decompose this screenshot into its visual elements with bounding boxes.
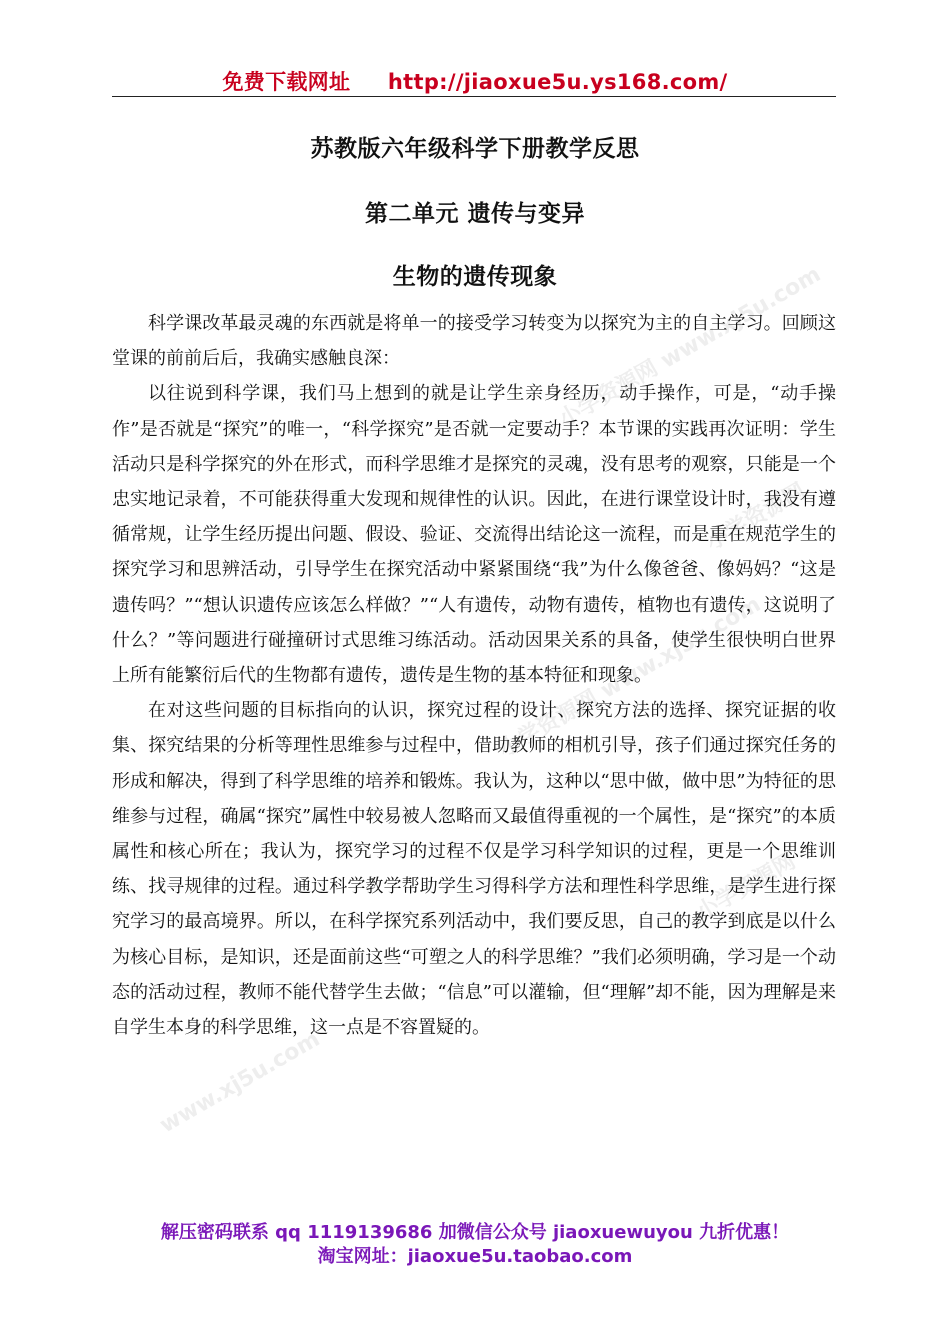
watermark-logo: 小学资源网 [692,848,800,926]
download-header [0,66,950,96]
header-url-link[interactable]: http://jiaoxue5u.ys168.com/ [387,70,728,94]
reflection-body [112,306,836,1045]
watermark-logo: www.xj5u.com [155,1026,325,1139]
lesson-title: 生物的遗传现象 [392,264,558,290]
footer-contact: 解压密码联系 qq 1119139686 加微信公众号 jiaoxuewuyou 九折优惠！ [160,1222,790,1243]
watermark-logo: 小学资源网 www.xj5u.com [494,591,766,763]
paragraph: 以往说到科学课，我们马上想到的就是让学生亲身经历，动手操作，可是，“动手操作”是否就是“探究”的唯一，“科学探究”是否就一定要动手？本节课的实践再次证明：学生活动只是科学探究的外在形式，而科学思维才是探究的灵魂，没有思考的观察，只能是一个忠实地记录着，不可能获得重大发现和规律性的认识。因此，在进行课堂设计时，我没有遵循常规，让学生经历提出问题、假设、验证、交流得出结论这一流程，而是重在规范学生的探究学习和思辨活动，引导学生在探究活动中紧紧围绕“我”为什么像爸爸、像妈妈？“这是遗传吗？”“想认识遗传应该怎么样做？”“人有遗传，动物有遗传，植物也有遗传，这说明了什么？”等问题进行碰撞研讨式思维习练活动。活动因果关系的具备，使学生很快明白世界上所有能繁衍后代的生物都有遗传，遗传是生物的基本特征和现象。 [112,383,836,687]
header-label: 免费下载网址 [222,70,351,94]
header-divider [112,96,836,97]
watermark-logo: 小学资源网 www.xj5u.com [554,261,826,433]
footer-shop-link[interactable]: 淘宝网址：jiaoxue5u.taobao.com [317,1246,633,1267]
paragraph: 科学课改革最灵魂的东西就是将单一的接受学习转变为以探究为主的自主学习。回顾这堂课的前前后后，我确实感触良深： [112,313,836,370]
watermark-logo: 小学资源网 [702,478,810,556]
unit-title: 第二单元 遗传与变异 [364,201,585,227]
document-title: 苏教版六年级科学下册教学反思 [310,136,640,162]
paragraph: 在对这些问题的目标指向的认识，探究过程的设计、探究方法的选择、探究证据的收集、探究结果的分析等理性思维参与过程中，借助教师的相机引导，孩子们通过探究任务的形成和解决，得到了科学思维的培养和锻炼。我认为，这种以“思中做，做中思”为特征的思维参与过程，确属“探究”属性中较易被人忽略而又最值得重视的一个属性，是“探究”的本质属性和核心所在；我认为，探究学习的过程不仅是学习科学知识的过程，更是一个思维训练、找寻规律的过程。通过科学教学帮助学生习得科学方法和理性科学思维，是学生进行探究学习的最高境界。所以，在科学探究系列活动中，我们要反思，自己的教学到底是以什么为核心目标，是知识，还是面前这些“可塑之人的科学思维？”我们必须明确，学习是一个动态的活动过程，教师不能代替学生去做；“信息”可以灌输，但“理解”却不能，因为理解是来自学生本身的科学思维，这一点是不容置疑的。 [112,700,836,1039]
